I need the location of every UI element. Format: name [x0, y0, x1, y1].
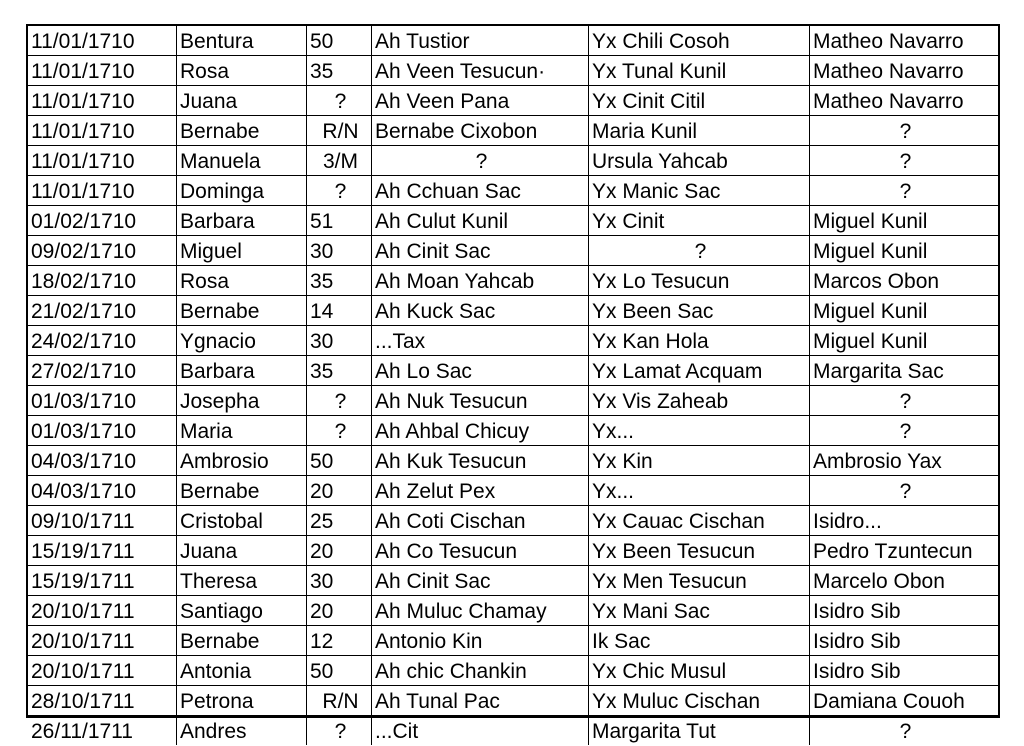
- godparent-cell: Miguel Kunil: [810, 326, 999, 356]
- baptized-name-cell: Dominga: [177, 176, 307, 206]
- table-row: [28, 566, 998, 596]
- godparent-cell: Isidro Sib: [810, 626, 999, 656]
- age-cell: 50: [307, 446, 372, 476]
- baptized-name-cell: Bernabe: [177, 296, 307, 326]
- baptized-name-cell: Bentura: [177, 26, 307, 56]
- godparent-cell: Marcelo Obon: [810, 566, 999, 596]
- godparent-cell: Ambrosio Yax: [810, 446, 999, 476]
- father-cell: Ah Kuck Sac: [372, 296, 589, 326]
- table-row: [28, 686, 998, 716]
- date-cell: 20/10/1711: [28, 596, 177, 626]
- age-cell: 14: [307, 296, 372, 326]
- mother-cell: ?: [589, 236, 810, 266]
- godparent-cell: ?: [810, 146, 999, 176]
- father-cell: Ah Cinit Sac: [372, 566, 589, 596]
- age-cell: ?: [307, 716, 372, 746]
- date-cell: 04/03/1710: [28, 476, 177, 506]
- date-cell: 11/01/1710: [28, 116, 177, 146]
- mother-cell: Yx Lo Tesucun: [589, 266, 810, 296]
- mother-cell: Yx Been Sac: [589, 296, 810, 326]
- father-cell: Ah Veen Pana: [372, 86, 589, 116]
- father-cell: ...Cit: [372, 716, 589, 746]
- date-cell: 09/10/1711: [28, 506, 177, 536]
- age-cell: 35: [307, 356, 372, 386]
- table-row: [28, 26, 998, 56]
- table-row: [28, 296, 998, 326]
- mother-cell: Yx Cauac Cischan: [589, 506, 810, 536]
- mother-cell: Yx Chic Musul: [589, 656, 810, 686]
- godparent-cell: Damiana Couoh: [810, 686, 999, 716]
- baptized-name-cell: Theresa: [177, 566, 307, 596]
- father-cell: Ah Nuk Tesucun: [372, 386, 589, 416]
- age-cell: 12: [307, 626, 372, 656]
- father-cell: Ah chic Chankin: [372, 656, 589, 686]
- baptized-name-cell: Ambrosio: [177, 446, 307, 476]
- mother-cell: Yx Kan Hola: [589, 326, 810, 356]
- table-row: [28, 416, 998, 446]
- date-cell: 01/02/1710: [28, 206, 177, 236]
- baptized-name-cell: Bernabe: [177, 476, 307, 506]
- register-body: [28, 26, 998, 745]
- age-cell: 35: [307, 266, 372, 296]
- table-row: [28, 596, 998, 626]
- godparent-cell: ?: [810, 176, 999, 206]
- father-cell: Ah Cchuan Sac: [372, 176, 589, 206]
- table-row: [28, 206, 998, 236]
- date-cell: 28/10/1711: [28, 686, 177, 716]
- date-cell: 15/19/1711: [28, 536, 177, 566]
- age-cell: ?: [307, 416, 372, 446]
- father-cell: Ah Coti Cischan: [372, 506, 589, 536]
- baptized-name-cell: Josepha: [177, 386, 307, 416]
- godparent-cell: Miguel Kunil: [810, 206, 999, 236]
- godparent-cell: ?: [810, 416, 999, 446]
- mother-cell: Ursula Yahcab: [589, 146, 810, 176]
- date-cell: 11/01/1710: [28, 146, 177, 176]
- age-cell: 20: [307, 596, 372, 626]
- table-row: [28, 116, 998, 146]
- mother-cell: Yx Tunal Kunil: [589, 56, 810, 86]
- age-cell: R/N: [307, 116, 372, 146]
- baptized-name-cell: Bernabe: [177, 626, 307, 656]
- mother-cell: Maria Kunil: [589, 116, 810, 146]
- baptized-name-cell: Antonia: [177, 656, 307, 686]
- mother-cell: Yx Chili Cosoh: [589, 26, 810, 56]
- mother-cell: Yx Vis Zaheab: [589, 386, 810, 416]
- baptized-name-cell: Petrona: [177, 686, 307, 716]
- godparent-cell: ?: [810, 386, 999, 416]
- godparent-cell: Marcos Obon: [810, 266, 999, 296]
- date-cell: 26/11/1711: [28, 716, 177, 746]
- table-row: [28, 656, 998, 686]
- father-cell: Ah Ahbal Chicuy: [372, 416, 589, 446]
- father-cell: Ah Zelut Pex: [372, 476, 589, 506]
- age-cell: ?: [307, 386, 372, 416]
- baptized-name-cell: Barbara: [177, 206, 307, 236]
- date-cell: 09/02/1710: [28, 236, 177, 266]
- date-cell: 11/01/1710: [28, 86, 177, 116]
- godparent-cell: Miguel Kunil: [810, 236, 999, 266]
- mother-cell: Yx Mani Sac: [589, 596, 810, 626]
- father-cell: ?: [372, 146, 589, 176]
- mother-cell: Yx Muluc Cischan: [589, 686, 810, 716]
- godparent-cell: Pedro Tzuntecun: [810, 536, 999, 566]
- mother-cell: Yx...: [589, 416, 810, 446]
- age-cell: 30: [307, 326, 372, 356]
- father-cell: Bernabe Cixobon: [372, 116, 589, 146]
- baptized-name-cell: Santiago: [177, 596, 307, 626]
- mother-cell: Yx Kin: [589, 446, 810, 476]
- baptized-name-cell: Barbara: [177, 356, 307, 386]
- age-cell: 20: [307, 536, 372, 566]
- baptized-name-cell: Cristobal: [177, 506, 307, 536]
- godparent-cell: ?: [810, 476, 999, 506]
- date-cell: 15/19/1711: [28, 566, 177, 596]
- date-cell: 18/02/1710: [28, 266, 177, 296]
- table-row: [28, 86, 998, 116]
- age-cell: ?: [307, 86, 372, 116]
- father-cell: Ah Lo Sac: [372, 356, 589, 386]
- father-cell: Ah Cinit Sac: [372, 236, 589, 266]
- father-cell: Ah Veen Tesucun·: [372, 56, 589, 86]
- godparent-cell: ?: [810, 116, 999, 146]
- godparent-cell: Isidro Sib: [810, 656, 999, 686]
- date-cell: 27/02/1710: [28, 356, 177, 386]
- table-row: [28, 506, 998, 536]
- age-cell: 50: [307, 26, 372, 56]
- mother-cell: Yx Been Tesucun: [589, 536, 810, 566]
- mother-cell: Yx...: [589, 476, 810, 506]
- godparent-cell: Matheo Navarro: [810, 86, 999, 116]
- table-row: [28, 266, 998, 296]
- father-cell: Ah Tunal Pac: [372, 686, 589, 716]
- baptized-name-cell: Manuela: [177, 146, 307, 176]
- age-cell: 20: [307, 476, 372, 506]
- register-sheet: [26, 24, 1000, 743]
- mother-cell: Yx Manic Sac: [589, 176, 810, 206]
- godparent-cell: ?: [810, 716, 999, 746]
- date-cell: 11/01/1710: [28, 26, 177, 56]
- mother-cell: Yx Men Tesucun: [589, 566, 810, 596]
- age-cell: 35: [307, 56, 372, 86]
- date-cell: 04/03/1710: [28, 446, 177, 476]
- baptized-name-cell: Rosa: [177, 56, 307, 86]
- table-row: [28, 146, 998, 176]
- table-row: [28, 236, 998, 266]
- table-row: [28, 356, 998, 386]
- baptized-name-cell: Rosa: [177, 266, 307, 296]
- baptized-name-cell: Miguel: [177, 236, 307, 266]
- age-cell: 3/M: [307, 146, 372, 176]
- age-cell: ?: [307, 176, 372, 206]
- father-cell: Ah Co Tesucun: [372, 536, 589, 566]
- table-row: [28, 716, 998, 746]
- mother-cell: Yx Cinit: [589, 206, 810, 236]
- father-cell: Ah Tustior: [372, 26, 589, 56]
- father-cell: Ah Culut Kunil: [372, 206, 589, 236]
- age-cell: 30: [307, 236, 372, 266]
- table-row: [28, 536, 998, 566]
- age-cell: 30: [307, 566, 372, 596]
- age-cell: 51: [307, 206, 372, 236]
- godparent-cell: Miguel Kunil: [810, 296, 999, 326]
- age-cell: 50: [307, 656, 372, 686]
- date-cell: 24/02/1710: [28, 326, 177, 356]
- baptized-name-cell: Ygnacio: [177, 326, 307, 356]
- baptized-name-cell: Maria: [177, 416, 307, 446]
- godparent-cell: Margarita Sac: [810, 356, 999, 386]
- table-row: [28, 446, 998, 476]
- godparent-cell: Isidro Sib: [810, 596, 999, 626]
- date-cell: 20/10/1711: [28, 656, 177, 686]
- father-cell: Antonio Kin: [372, 626, 589, 656]
- table-row: [28, 176, 998, 206]
- father-cell: Ah Moan Yahcab: [372, 266, 589, 296]
- mother-cell: Margarita Tut: [589, 716, 810, 746]
- father-cell: ...Tax: [372, 326, 589, 356]
- table-row: [28, 386, 998, 416]
- father-cell: Ah Muluc Chamay: [372, 596, 589, 626]
- age-cell: R/N: [307, 686, 372, 716]
- date-cell: 21/02/1710: [28, 296, 177, 326]
- godparent-cell: Matheo Navarro: [810, 26, 999, 56]
- date-cell: 11/01/1710: [28, 56, 177, 86]
- table-row: [28, 56, 998, 86]
- date-cell: 01/03/1710: [28, 386, 177, 416]
- table-row: [28, 476, 998, 506]
- baptized-name-cell: Bernabe: [177, 116, 307, 146]
- baptized-name-cell: Andres: [177, 716, 307, 746]
- baptized-name-cell: Juana: [177, 536, 307, 566]
- date-cell: 11/01/1710: [28, 176, 177, 206]
- table-row: [28, 626, 998, 656]
- age-cell: 25: [307, 506, 372, 536]
- godparent-cell: Isidro...: [810, 506, 999, 536]
- father-cell: Ah Kuk Tesucun: [372, 446, 589, 476]
- date-cell: 20/10/1711: [28, 626, 177, 656]
- mother-cell: Yx Cinit Citil: [589, 86, 810, 116]
- mother-cell: Ik Sac: [589, 626, 810, 656]
- baptism-register-table: [28, 26, 998, 745]
- table-row: [28, 326, 998, 356]
- godparent-cell: Matheo Navarro: [810, 56, 999, 86]
- mother-cell: Yx Lamat Acquam: [589, 356, 810, 386]
- baptized-name-cell: Juana: [177, 86, 307, 116]
- date-cell: 01/03/1710: [28, 416, 177, 446]
